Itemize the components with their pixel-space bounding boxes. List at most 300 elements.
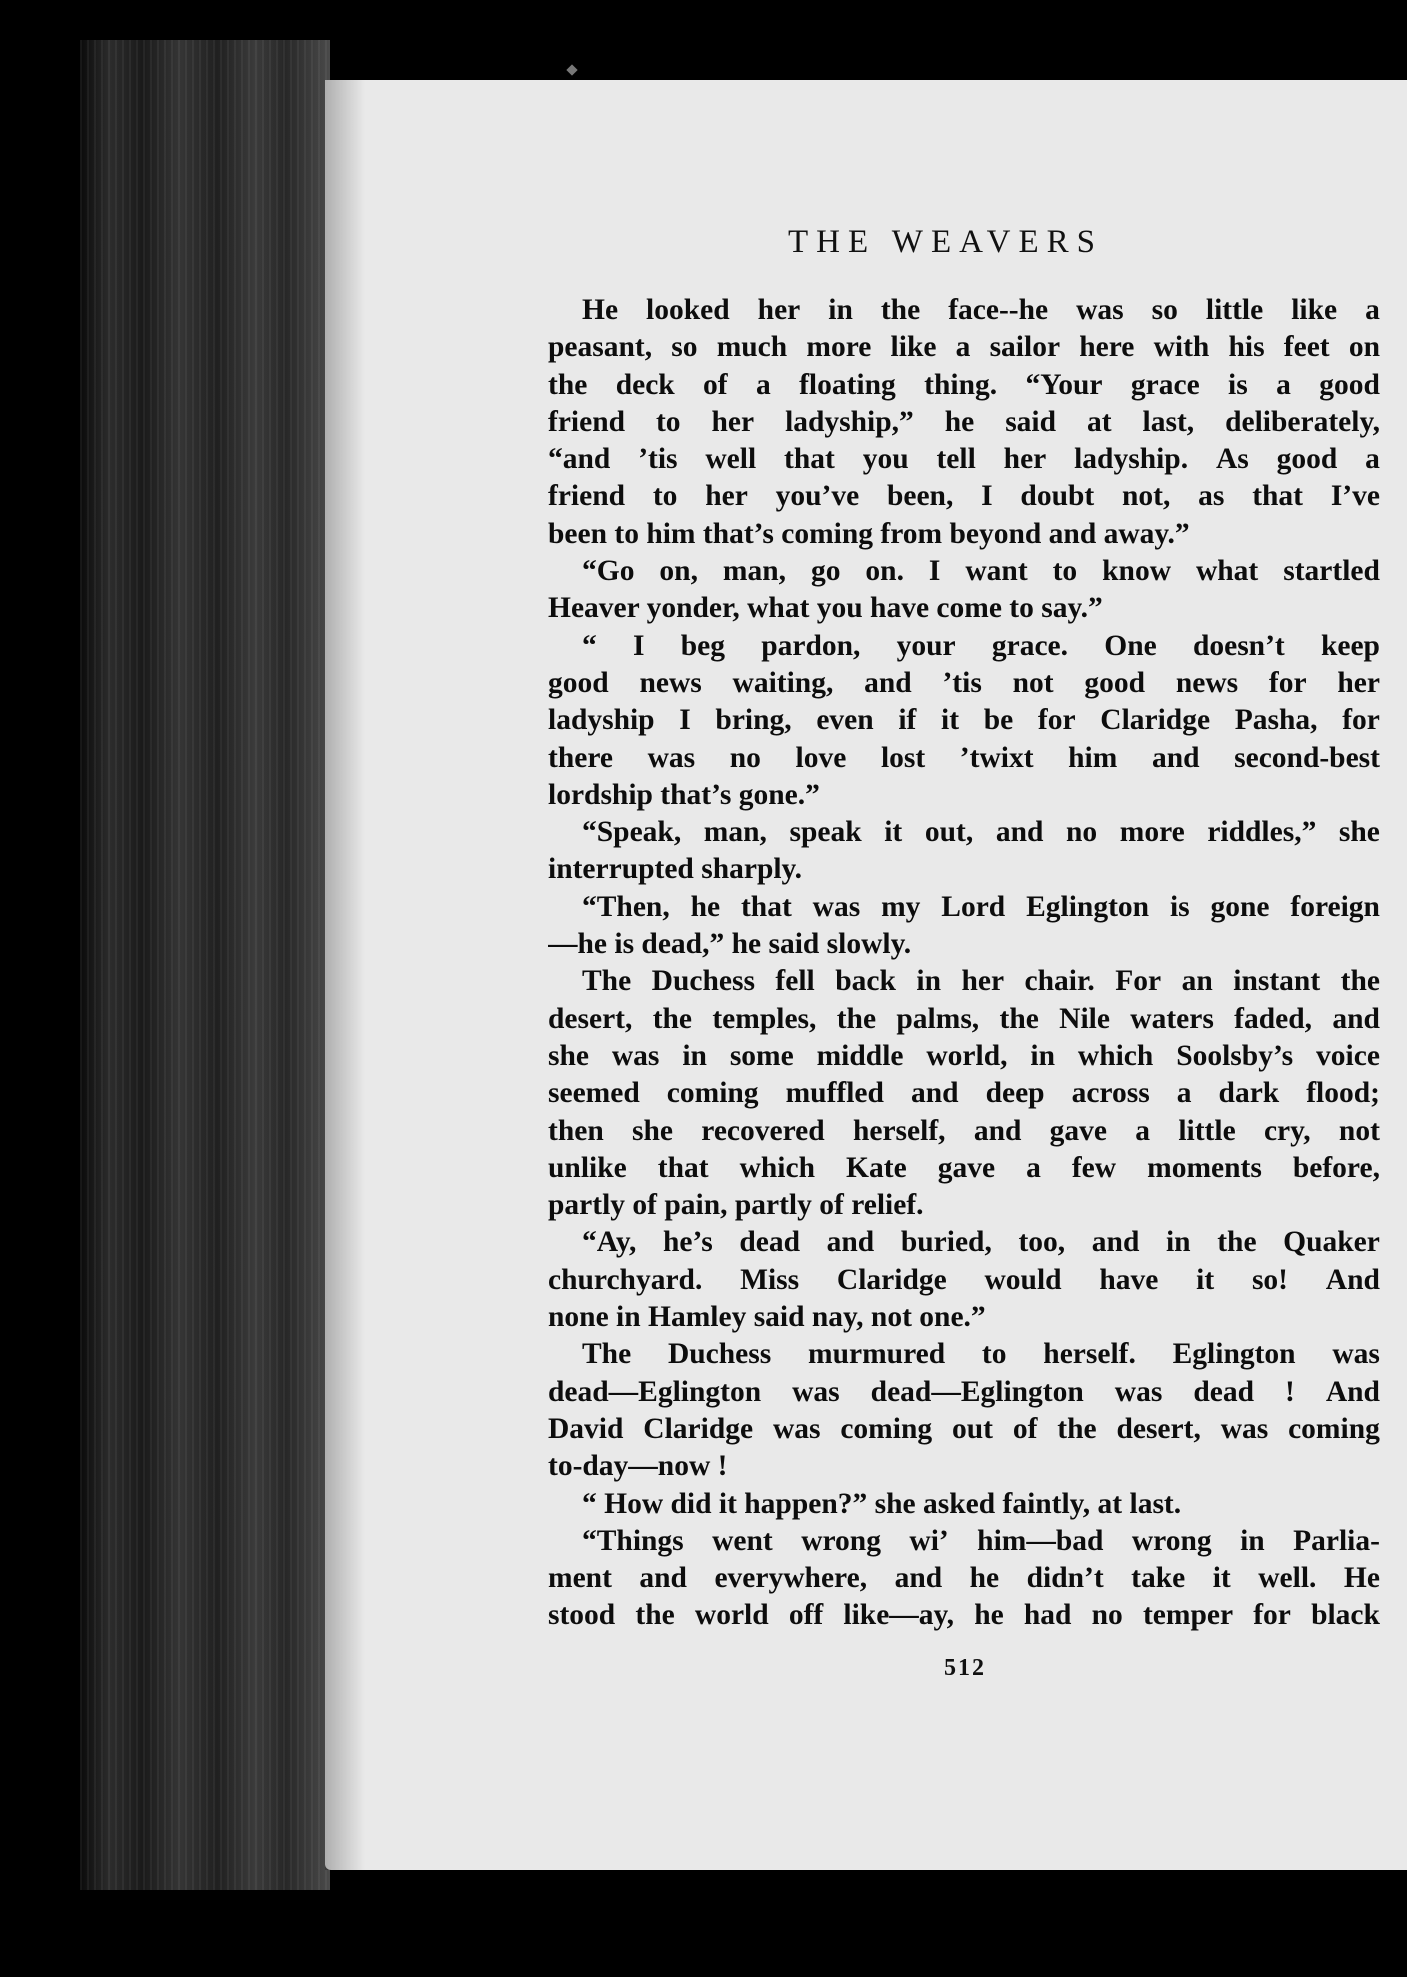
word: the [652,1002,693,1035]
word: went [712,1524,773,1557]
text-line [548,1448,1380,1485]
word: too, [1018,1226,1066,1259]
gutter-shadow [325,80,365,1870]
word: As [1215,443,1249,476]
word: Pasha, [1234,704,1318,737]
word: Claridge [1100,704,1211,737]
word: ladyship. [1074,443,1189,476]
word: even [816,704,874,737]
word: deck [615,368,675,401]
word: was [647,741,696,774]
word: waiting, [732,666,834,699]
word: man, [703,816,767,849]
word: here [1079,331,1135,364]
word: as [1198,480,1225,513]
word: at [1086,405,1112,438]
text-line [548,1150,1380,1187]
word: take [1131,1562,1186,1595]
word: palms, [896,1002,980,1035]
word: Quaker [1283,1226,1380,1259]
word: in [682,1039,707,1072]
word: a [1176,1077,1192,1110]
word: “and [548,443,611,476]
word: beg [680,629,725,662]
word: voice [1316,1039,1380,1072]
word: temper [1142,1599,1234,1632]
word: chair. [1024,965,1095,998]
word: he [974,1599,1004,1632]
word: peasant, [548,331,653,364]
text-line [548,1336,1380,1373]
word: it [1212,1562,1231,1595]
word: is [1228,368,1248,401]
word: an [1181,965,1213,998]
word: ! [1285,1375,1295,1408]
text-line [548,478,1380,515]
word: I [981,480,993,513]
word: like [1291,294,1338,326]
word: had [1023,1599,1072,1632]
word: temples, [712,1002,817,1035]
word: coming [1288,1412,1380,1445]
word: Duchess [651,965,755,998]
word: friend [548,480,626,513]
word: it [884,816,903,849]
text-line [548,814,1380,851]
word: be [983,704,1014,737]
word: I [679,704,691,737]
word: “Go [582,555,635,588]
word: desert, [1116,1412,1201,1445]
word: to [1052,555,1078,588]
text-line [548,702,1380,739]
word: The [582,965,632,998]
word: buried, [900,1226,992,1259]
word: gone [1210,890,1270,923]
line-text: to-day—now ! [548,1450,728,1483]
word: not [1012,666,1054,699]
word: she [632,1114,673,1147]
word: He [582,294,619,326]
word: a [755,368,771,401]
word: in [1030,1039,1055,1072]
line-text: interrupted sharply. [548,853,803,886]
word: so! [1251,1263,1288,1296]
word: thing. [924,368,998,401]
word: the [880,294,921,326]
word: “Your [1025,368,1103,401]
word: his [1228,331,1265,364]
line-text: Heaver yonder, what you have come to say.” [548,592,1103,625]
word: which [739,1151,816,1184]
word: recovered [701,1114,825,1147]
word: her [711,405,755,438]
text-line [548,926,1380,963]
word: world [694,1599,769,1632]
word: and [826,1226,875,1259]
word: is [1169,890,1190,923]
word: second-best [1234,741,1380,774]
word: back [835,965,896,998]
word: and [1151,741,1200,774]
word: her [961,965,1005,998]
word: ladyship,” [785,405,914,438]
word: your [896,629,956,662]
word: faded, [1234,1002,1313,1035]
word: fell [775,965,815,998]
word: everywhere, [714,1562,868,1595]
text-line [548,1262,1380,1299]
word: doubt [1020,480,1095,513]
word: “Then, [582,890,670,923]
word: that [740,890,792,923]
text-line [548,665,1380,702]
word: waters [1130,1002,1214,1035]
word: more [1119,816,1185,849]
word: “Ay, [582,1226,637,1259]
word: the [836,1002,877,1035]
word: didn’t [1026,1562,1104,1595]
text-line [548,1224,1380,1261]
word: go [810,555,841,588]
word: if [898,704,917,737]
word: there [548,741,613,774]
word: wrong [801,1524,881,1557]
word: stood [548,1599,616,1632]
text-line [548,1113,1380,1150]
word: Duchess [667,1338,772,1371]
word: ’twixt [959,741,1034,774]
word: flood; [1306,1077,1380,1110]
word: what [1195,555,1259,588]
word: for [1342,704,1380,737]
word: in [828,294,853,326]
word: I [928,555,941,588]
word: news [1175,666,1239,699]
word: in [916,965,941,998]
word: him [1068,741,1118,774]
word: and [894,1562,943,1595]
word: she [548,1039,589,1072]
word: good [548,666,609,699]
line-text: partly of pain, partly of relief. [548,1189,924,1222]
word: ladyship [548,704,655,737]
word: pardon, [761,629,861,662]
word: Kate [846,1151,907,1184]
text-line [548,367,1380,404]
word: little [1205,294,1264,326]
word: it [1196,1263,1215,1296]
word: seemed [548,1077,640,1110]
word: some [729,1039,794,1072]
word: Nile [1059,1002,1110,1035]
text-line [548,329,1380,366]
word: and [639,1562,687,1595]
word: face--he [948,294,1049,326]
word: And [1325,1263,1380,1296]
running-head: THE WEAVERS [788,224,1104,260]
word: love [795,741,847,774]
word: wrong [1131,1524,1212,1557]
word: cry, [1263,1114,1311,1147]
word: ment [548,1562,612,1595]
line-text: “ How did it happen?” she asked faintly, at last. [582,1487,1182,1520]
word: I’ve [1330,480,1380,513]
text-line [548,777,1380,814]
word: want [965,555,1028,588]
text-line [548,1299,1380,1336]
word: “Things [582,1524,684,1557]
word: gave [937,1151,996,1184]
word: dead [739,1226,801,1259]
word: dark [1218,1077,1280,1110]
word: to [655,405,681,438]
text-line [548,1523,1380,1560]
word: on. [865,555,904,588]
word: lost [880,741,926,774]
word: no [729,741,761,774]
word: wi’ [909,1524,949,1557]
word: Claridge [643,1412,754,1445]
word: friend [548,405,626,438]
word: was [1220,1412,1269,1445]
word: know [1102,555,1172,588]
word: murmured [808,1338,946,1371]
word: floating [799,368,896,401]
word: the [1217,1226,1257,1259]
word: have [1099,1263,1159,1296]
word: more [806,331,872,364]
word: the [999,1002,1039,1035]
text-line [548,628,1380,665]
word: on [1348,331,1380,364]
word: news [639,666,702,699]
word: a [1365,294,1380,326]
word: and [864,666,912,699]
text-line [548,1597,1380,1634]
word: Lord [941,890,1006,923]
text-line [548,1187,1380,1224]
word: He [1343,1562,1380,1595]
word: dead—Eglington [548,1375,762,1408]
word: muffled [785,1077,884,1110]
text-line [548,1486,1380,1523]
word: “Speak, [582,816,682,849]
word: that [1252,480,1304,513]
word: not [1338,1114,1380,1147]
word: ’tis [638,443,678,476]
word: speak [789,816,862,849]
word: of [1012,1412,1038,1445]
word: so [1151,294,1178,326]
word: doesn’t [1192,629,1285,662]
word: her [1003,443,1047,476]
word: like—ay, [843,1599,955,1632]
word: well [705,443,757,476]
word: and [973,1114,1022,1147]
word: herself. [1043,1338,1136,1371]
word: black [1311,1599,1380,1632]
word: few [1071,1151,1117,1184]
word: sailor [989,331,1061,364]
word: good [1084,666,1146,699]
word: looked [646,294,730,326]
text-line [548,851,1380,888]
word: One [1104,629,1157,662]
text-line [548,553,1380,590]
word: good [1319,368,1380,401]
word: coming [840,1412,933,1445]
word: herself, [852,1114,946,1147]
word: and [910,1077,959,1110]
page-edges [80,40,330,1890]
word: then [548,1114,604,1147]
line-text: —he is dead,” he said slowly. [548,928,912,961]
word: she [1338,816,1380,849]
word: him—bad [977,1524,1104,1557]
word: desert, [548,1002,633,1035]
word: was [1114,1375,1163,1408]
word: moments [1147,1151,1262,1184]
line-text: lordship that’s gone.” [548,778,820,811]
word: you [862,443,909,476]
word: across [1071,1077,1150,1110]
word: coming [666,1077,759,1110]
word: Claridge [836,1263,947,1296]
word: instant [1233,965,1321,998]
word: startled [1283,555,1380,588]
text-line [548,1374,1380,1411]
word: Parlia- [1293,1524,1380,1557]
word: a [955,331,971,364]
text-line [548,1001,1380,1038]
word: a [1135,1114,1151,1147]
word: the [1340,965,1380,998]
word: he’s [663,1226,713,1259]
word: dead [1193,1375,1255,1408]
word: last, [1142,405,1195,438]
word: would [984,1263,1062,1296]
word: a [1026,1151,1041,1184]
word: the [1057,1412,1097,1445]
word: you’ve [775,480,860,513]
word: The [582,1338,632,1371]
word: my [881,890,921,923]
word: for [1253,1599,1291,1632]
word: he [944,405,975,438]
text-line [548,1038,1380,1075]
word: it [941,704,960,737]
text-line [548,441,1380,478]
word: And [1325,1375,1380,1408]
word: little [1178,1114,1236,1147]
word: was [792,1375,840,1408]
word: her [1337,666,1380,699]
line-text: none in Hamley said nay, not one.” [548,1301,986,1334]
word: deliberately, [1225,405,1380,438]
word: he [690,890,721,923]
page-number: 512 [944,1655,986,1681]
word: much [716,331,788,364]
word: like [890,331,937,364]
word: For [1115,965,1162,998]
word: riddles,” [1207,816,1317,849]
word: was [1076,294,1124,326]
text-line [548,404,1380,441]
word: and [1091,1226,1140,1259]
text-line [548,590,1380,627]
word: out [951,1412,993,1445]
line-text: been to him that’s coming from beyond and away.” [548,517,1190,550]
word: Eglington [1172,1338,1296,1371]
word: for [1037,704,1076,737]
word: on, [659,555,698,588]
text-line [548,740,1380,777]
word: was [772,1412,821,1445]
word: a [1365,443,1380,476]
word: and [995,816,1044,849]
word: been, [886,480,954,513]
word: grace. [991,629,1069,662]
word: to [981,1338,1007,1371]
word: which [1077,1039,1154,1072]
word: keep [1320,629,1380,662]
word: middle [816,1039,904,1072]
word: dead—Eglington [870,1375,1084,1408]
word: no [1091,1599,1123,1632]
word: Soolsby’s [1176,1039,1294,1072]
word: Eglington [1026,890,1150,923]
word: no [1065,816,1098,849]
word: churchyard. [548,1263,703,1296]
word: was [1332,1338,1380,1371]
word: her [705,480,748,513]
word: ’tis [942,666,982,699]
word: that [657,1151,709,1184]
word: and [1332,1002,1380,1035]
word: was [812,890,861,923]
word: gave [1049,1114,1108,1147]
word: unlike [548,1151,627,1184]
word: world, [926,1039,1008,1072]
word: her [757,294,801,326]
word: Miss [740,1263,800,1296]
word: well. [1258,1562,1317,1595]
text-line [548,1411,1380,1448]
word: so [671,331,698,364]
word: a [1276,368,1291,401]
word: the [548,368,588,401]
text-line [548,1075,1380,1112]
word: foreign [1290,890,1380,923]
word: in [1165,1226,1191,1259]
word: with [1153,331,1210,364]
text-line [548,516,1380,553]
word: to [652,480,678,513]
page-corner-mark [566,64,577,75]
word: out, [924,816,974,849]
word: in [1240,1524,1265,1557]
word: for [1268,666,1307,699]
word: he [969,1562,1000,1595]
word: of [703,368,728,401]
word: before, [1292,1151,1380,1184]
word: David [548,1412,624,1445]
word: I [632,629,645,662]
word: was [611,1039,660,1072]
word: “ [582,629,597,662]
word: tell [936,443,976,476]
